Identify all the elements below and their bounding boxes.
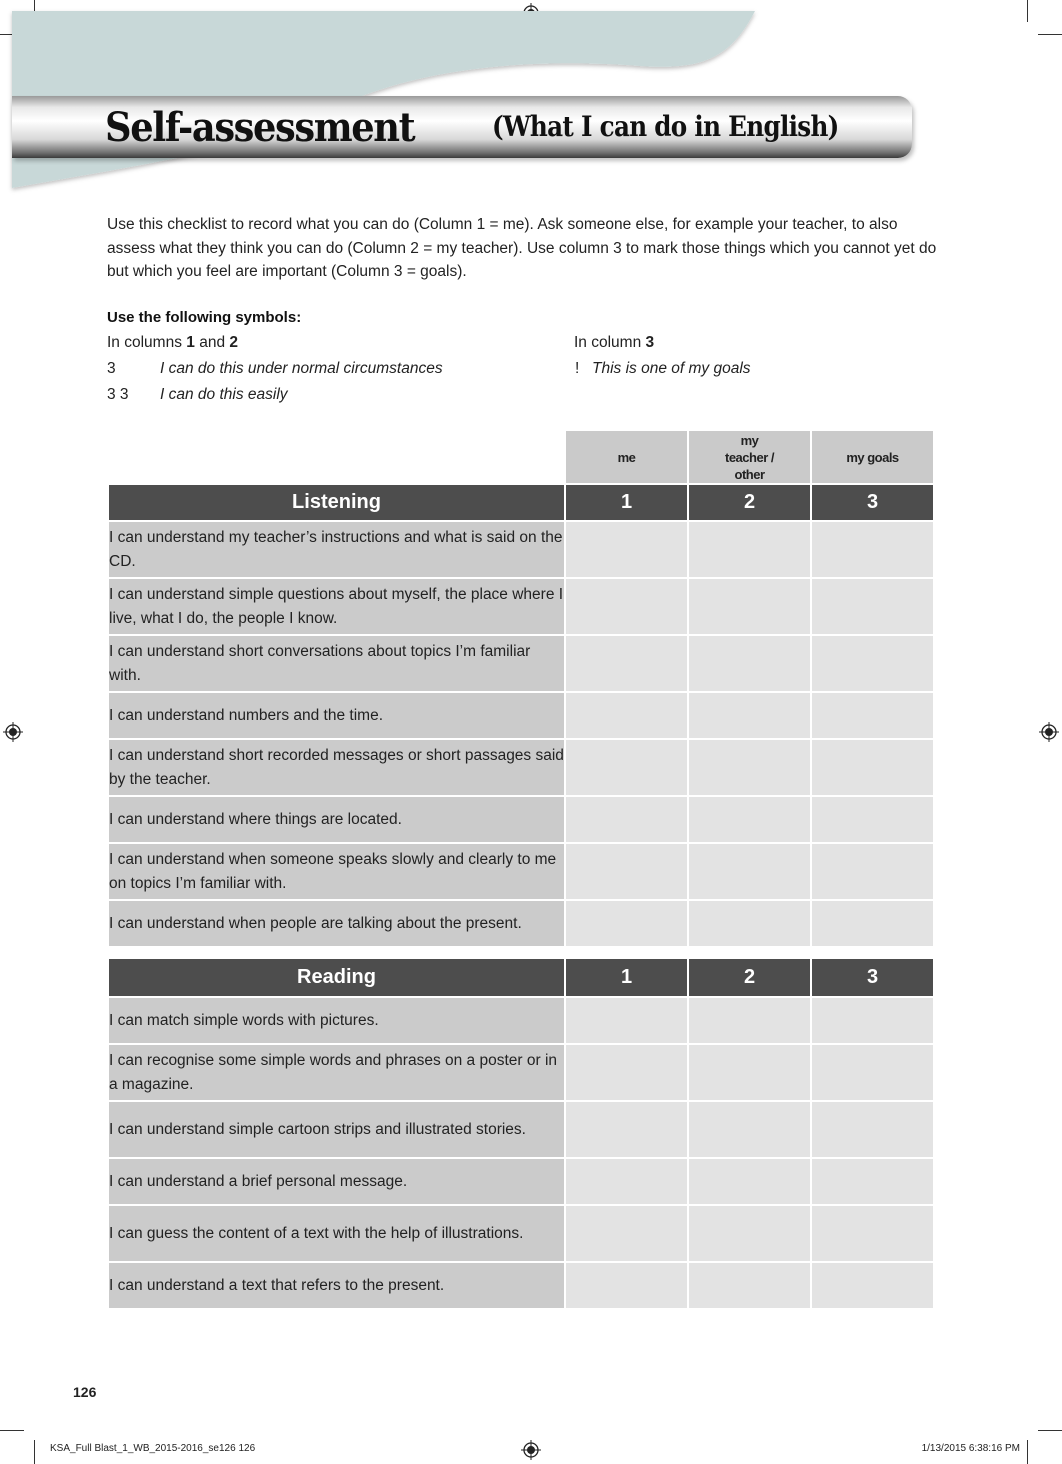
checkbox-cell-goals[interactable] (812, 1157, 933, 1204)
checkbox-cell-goals[interactable] (812, 738, 933, 795)
reading-table (107, 959, 935, 1308)
checkbox-cell-me[interactable] (566, 520, 687, 577)
checklist-row (109, 634, 933, 691)
page-subtitle: (What I can do in English) (492, 110, 839, 143)
checkbox-cell-goals[interactable] (812, 1100, 933, 1157)
checkbox-cell-teacher[interactable] (689, 899, 810, 946)
checkbox-cell-goals[interactable] (812, 634, 933, 691)
can-do-statement: I can match simple words with pictures. (109, 996, 564, 1043)
checkbox-cell-teacher[interactable] (689, 1204, 810, 1261)
column-header-goals: my goals (812, 431, 933, 483)
symbol-meaning: I can do this easily (160, 386, 288, 403)
registration-mark-icon (3, 722, 23, 742)
checkbox-cell-me[interactable] (566, 691, 687, 738)
can-do-statement: I can understand a text that refers to the present. (109, 1261, 564, 1308)
symbol-key: ! (575, 360, 580, 377)
registration-mark-icon (1039, 722, 1059, 742)
intro-paragraph: Use this checklist to record what you can do (Column 1 = me). Ask someone else, for example your teacher, to also assess what they think you can do (Column 2 = my teacher). Use column 3 to mark those things which you cannot yet do but which you feel are important (Column 3 = goals). (107, 216, 937, 280)
section-header-row (109, 483, 933, 520)
checkbox-cell-me[interactable] (566, 1204, 687, 1261)
can-do-statement: I can understand simple cartoon strips and illustrated stories. (109, 1100, 564, 1157)
checkbox-cell-teacher[interactable] (689, 1157, 810, 1204)
symbol-key: 3 3 (107, 386, 129, 403)
checkbox-cell-teacher[interactable] (689, 691, 810, 738)
checklist-row (109, 577, 933, 634)
checkbox-cell-me[interactable] (566, 996, 687, 1043)
checklist-row (109, 795, 933, 842)
can-do-statement: I can understand when people are talking about the present. (109, 899, 564, 946)
can-do-statement: I can understand short recorded messages or short passages said by the teacher. (109, 738, 564, 795)
checkbox-cell-me[interactable] (566, 1261, 687, 1308)
symbols-right-heading: In column 3 (574, 334, 655, 351)
checkbox-cell-teacher[interactable] (689, 738, 810, 795)
can-do-statement: I can understand simple questions about myself, the place where I live, what I do, the people I know. (109, 577, 564, 634)
can-do-statement: I can understand when someone speaks slowly and clearly to me on topics I’m familiar with. (109, 842, 564, 899)
symbol-meaning: This is one of my goals (592, 360, 751, 377)
checkbox-cell-me[interactable] (566, 1043, 687, 1100)
checkbox-cell-goals[interactable] (812, 1261, 933, 1308)
checkbox-cell-teacher[interactable] (689, 1043, 810, 1100)
can-do-statement: I can understand numbers and the time. (109, 691, 564, 738)
column-header-teacher: my teacher / other (689, 431, 810, 483)
can-do-statement: I can understand my teacher’s instructions and what is said on the CD. (109, 520, 564, 577)
checkbox-cell-goals[interactable] (812, 520, 933, 577)
checkbox-cell-goals[interactable] (812, 899, 933, 946)
symbols-heading: Use the following symbols: (107, 309, 302, 326)
checkbox-cell-goals[interactable] (812, 1204, 933, 1261)
checkbox-cell-goals[interactable] (812, 795, 933, 842)
symbol-meaning: I can do this under normal circumstances (160, 360, 443, 377)
print-slug-left: KSA_Full Blast_1_WB_2015-2016_se126 126 (50, 1443, 256, 1454)
section-title: Reading (109, 959, 564, 996)
checkbox-cell-teacher[interactable] (689, 842, 810, 899)
column-number: 1 (566, 483, 687, 520)
can-do-statement: I can recognise some simple words and phrases on a poster or in a magazine. (109, 1043, 564, 1100)
checkbox-cell-teacher[interactable] (689, 795, 810, 842)
checklist-row (109, 996, 933, 1043)
column-number: 1 (566, 959, 687, 996)
page-title: Self-assessment (105, 104, 415, 151)
crop-mark (0, 1430, 24, 1431)
checklist-row (109, 1157, 933, 1204)
symbol-key: 3 (107, 360, 116, 377)
column-number: 3 (812, 959, 933, 996)
checkbox-cell-goals[interactable] (812, 996, 933, 1043)
listening-table (107, 431, 935, 946)
checklist-row (109, 520, 933, 577)
checklist-row (109, 1100, 933, 1157)
symbols-left-heading: In columns 1 and 2 (107, 334, 238, 351)
checkbox-cell-me[interactable] (566, 634, 687, 691)
column-number: 2 (689, 483, 810, 520)
listening-items (109, 520, 933, 946)
column-header-row (109, 431, 933, 483)
checklist-row (109, 1261, 933, 1308)
registration-mark-icon (521, 1440, 541, 1460)
checkbox-cell-me[interactable] (566, 795, 687, 842)
section-header-row (109, 959, 933, 996)
checkbox-cell-me[interactable] (566, 899, 687, 946)
checklist-row (109, 1204, 933, 1261)
crop-mark (1038, 1430, 1062, 1431)
column-number: 3 (812, 483, 933, 520)
can-do-statement: I can understand a brief personal message. (109, 1157, 564, 1204)
column-header-me: me (566, 431, 687, 483)
checkbox-cell-goals[interactable] (812, 1043, 933, 1100)
checkbox-cell-me[interactable] (566, 842, 687, 899)
crop-mark (1027, 1440, 1028, 1464)
checkbox-cell-me[interactable] (566, 1100, 687, 1157)
checklist-row (109, 899, 933, 946)
checkbox-cell-teacher[interactable] (689, 1100, 810, 1157)
checklist-row (109, 1043, 933, 1100)
print-slug-right: 1/13/2015 6:38:16 PM (921, 1443, 1020, 1454)
page-number: 126 (73, 1384, 97, 1400)
checklist-row (109, 738, 933, 795)
checkbox-cell-me[interactable] (566, 738, 687, 795)
checkbox-cell-goals[interactable] (812, 842, 933, 899)
crop-mark (34, 1440, 35, 1464)
reading-items (109, 996, 933, 1308)
checklist-row (109, 691, 933, 738)
can-do-statement: I can understand short conversations about topics I’m familiar with. (109, 634, 564, 691)
checkbox-cell-goals[interactable] (812, 577, 933, 634)
checkbox-cell-me[interactable] (566, 577, 687, 634)
checkbox-cell-teacher[interactable] (689, 1261, 810, 1308)
can-do-statement: I can guess the content of a text with the help of illustrations. (109, 1204, 564, 1261)
section-title: Listening (109, 483, 564, 520)
checkbox-cell-teacher[interactable] (689, 577, 810, 634)
can-do-statement: I can understand where things are located. (109, 795, 564, 842)
checkbox-cell-goals[interactable] (812, 691, 933, 738)
checkbox-cell-me[interactable] (566, 1157, 687, 1204)
checklist-row (109, 842, 933, 899)
checkbox-cell-teacher[interactable] (689, 634, 810, 691)
column-number: 2 (689, 959, 810, 996)
checkbox-cell-teacher[interactable] (689, 520, 810, 577)
checkbox-cell-teacher[interactable] (689, 996, 810, 1043)
